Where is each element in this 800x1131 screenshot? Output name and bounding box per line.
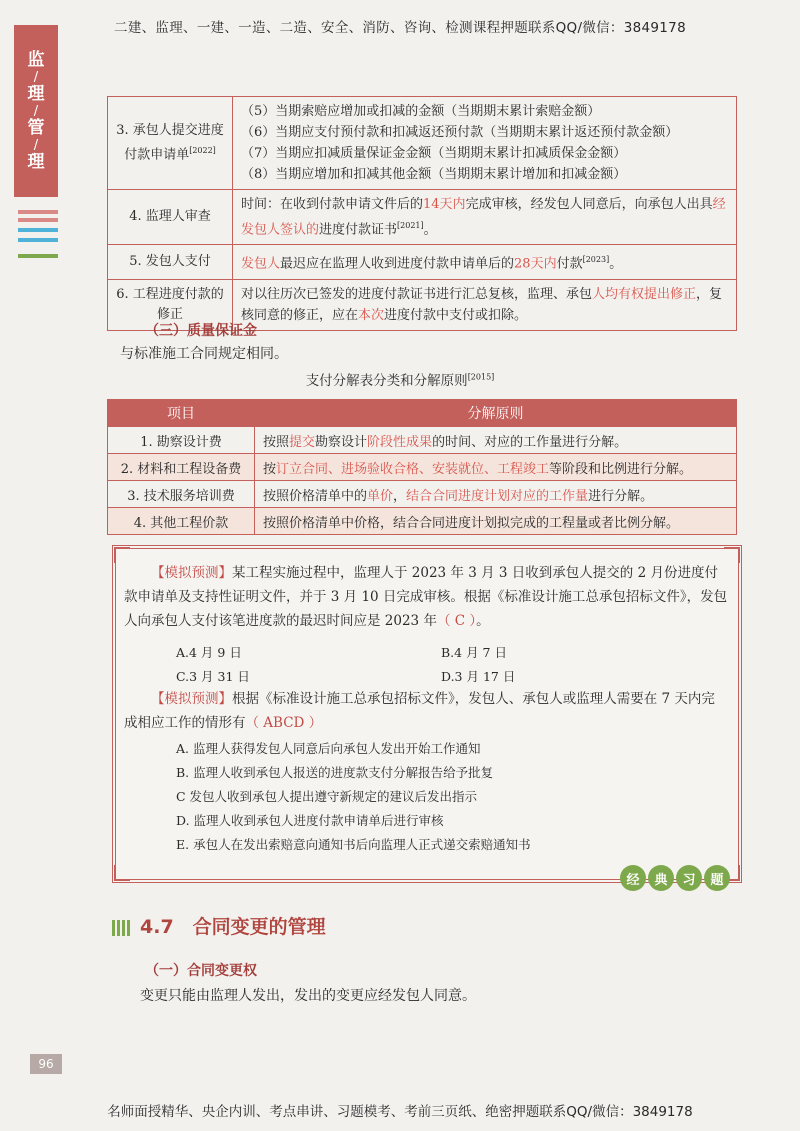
option: A. 监理人获得发包人同意后向承包人发出开始工作通知 [176,741,481,756]
row-content: （5）当期索赔应增加或扣减的金额（当期期末累计索赔金额） （6）当期应支付预付款和扣减返还预付款（当期期末累计返还预付款金额） （7）当期应扣减质量保证金金额（当期期末累计扣减质保金金额） （8）当期应增加和扣减其他金额（当期期末累计增加和扣减金额） [233,97,737,190]
row-label: 5. 发包人支付 [108,245,233,279]
side-tab-char: 监 [27,49,45,70]
row-content: 对以往历次已签发的进度付款证书进行汇总复核，监理、承包人均有权提出修正，复核同意的修正，应在本次进度付款中支付或扣除。 [233,279,737,330]
payment-breakdown-table [107,399,737,535]
side-stripe [18,218,58,222]
row-content: 发包人最迟应在监理人收到进度付款申请单后的28天内付款[2023]。 [233,245,737,279]
seal-char: 习 [676,865,702,891]
table-row [108,245,737,279]
table-row: 4. 其他工程价款 按照价格清单中价格，结合合同进度计划拟完成的工程量或者比例分解。 [108,508,737,535]
paragraph: 与标准施工合同规定相同。 [120,346,288,362]
column-header: 项目 [108,400,255,427]
chapter-section-heading: 4.7 合同变更的管理 [112,912,326,939]
paragraph: 变更只能由监理人发出，发出的变更应经发包人同意。 [140,988,476,1004]
side-stripe [18,210,58,214]
table-row: 3. 技术服务培训费 按照价格清单中的单价，结合合同进度计划对应的工作量进行分解。 [108,481,737,508]
option: C.3 月 31 日 [176,669,250,684]
payment-process-table [107,96,737,331]
side-tab-char: 理 [27,151,45,172]
option: D. 监理人收到承包人进度付款申请单后进行审核 [176,813,444,828]
practice-box [112,545,742,883]
table-row [108,97,737,190]
option: E. 承包人在发出索赔意向通知书后向监理人正式递交索赔通知书 [176,837,531,852]
row-label: 6. 工程进度付款的修正 [108,279,233,330]
question-1: 【模拟预测】某工程实施过程中，监理人于 2023 年 3 月 3 日收到承包人提交的 2 月份进度付款申请单及支持性证明文件，并于 3 月 10 日完成审核。根据《标准设计施工总承包招标文件》，发包人向承包人支付该笔进度款的最迟时间应是 2023 年（ C ）。 [124,565,728,629]
option: C 发包人收到承包人提出遵守新规定的建议后发出指示 [176,789,478,804]
option: D.3 月 17 日 [441,669,516,684]
seal-char: 题 [704,865,730,891]
option: B.4 月 7 日 [441,645,507,660]
side-tab-char: 管 [27,117,45,138]
side-chapter-tab: 监 / 理 / 管 / 理 [14,25,58,197]
bars-icon [112,916,132,938]
seal-char: 典 [648,865,674,891]
seal-char: 经 [620,865,646,891]
row-label: 3. 承包人提交进度付款申请单[2022] [108,97,233,190]
row-content: 时间：在收到付款申请文件后的14天内完成审核，经发包人同意后，向承包人出具经发包人签认的进度付款证书[2021]。 [233,190,737,245]
option: B. 监理人收到承包人报送的进度款支付分解报告给予批复 [176,765,494,780]
side-stripe [18,238,58,242]
table-row: 1. 勘察设计费 按照提交勘察设计阶段性成果的时间、对应的工作量进行分解。 [108,427,737,454]
classic-exercise-seal [620,865,730,891]
table-caption: 支付分解表分类和分解原则[2015] [305,372,495,389]
section-heading: （三）质量保证金 [145,323,257,339]
page-header: 二建、监理、一建、一造、二造、安全、消防、咨询、检测课程押题联系QQ/微信：3849178 [114,20,686,36]
side-tab-char: 理 [27,83,45,104]
table-row: 2. 材料和工程设备费 按订立合同、进场验收合格、安装就位、工程竣工等阶段和比例进行分解。 [108,454,737,481]
page-number: 96 [30,1054,62,1074]
table-row [108,190,737,245]
side-stripe [18,254,58,258]
page-footer: 名师面授精华、央企内训、考点串讲、习题模考、考前三页纸、绝密押题联系QQ/微信：3849178 [107,1104,693,1120]
column-header: 分解原则 [255,400,737,427]
subsection-heading: （一）合同变更权 [145,963,257,979]
option: A.4 月 9 日 [176,645,242,660]
side-stripe [18,228,58,232]
row-label: 4. 监理人审查 [108,190,233,245]
question-2: 【模拟预测】根据《标准设计施工总承包招标文件》，发包人、承包人或监理人需要在 7 天内完成相应工作的情形有（ ABCD ） [124,691,715,731]
table-header-row [108,400,737,427]
